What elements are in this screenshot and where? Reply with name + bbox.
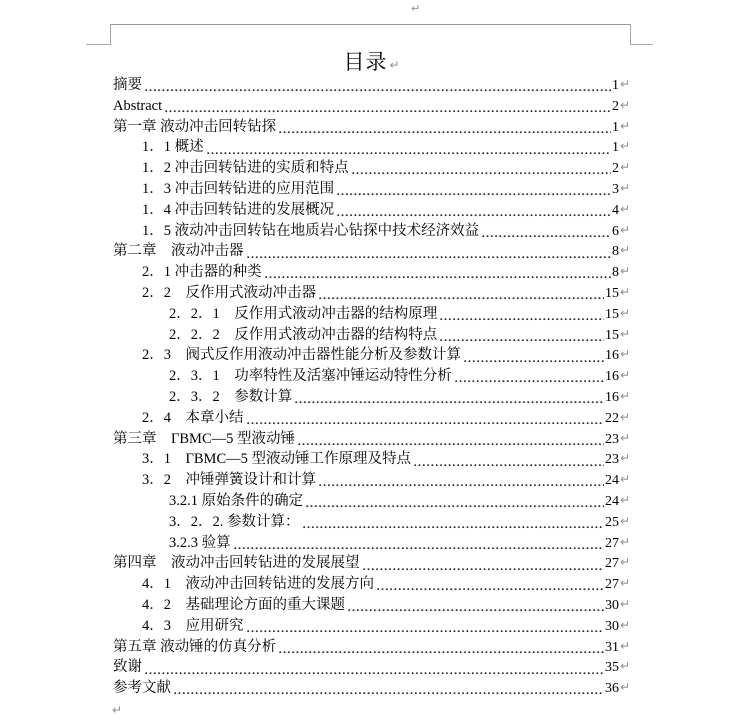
toc-entry-label: 4．2 基础理论方面的重大课题 [142,596,345,613]
toc-entry-page-number: 6 [611,223,619,239]
paragraph-mark-icon: ↵ [619,368,630,383]
toc-entry[interactable] [113,616,630,637]
dot-leader [482,221,611,242]
toc-entry-label: 2．3．2 参数计算 [169,388,293,405]
toc-entry-label: 1．4 冲击回转钻进的发展概况 [142,201,335,218]
dot-leader [319,470,604,491]
toc-entry-label: 1．3 冲击回转钻进的应用范围 [142,180,335,197]
toc-entry-label: 第二章 液动冲击器 [113,243,244,260]
toc-entry-label: 3.2.1 原始条件的确定 [169,492,304,509]
toc-entry-page-number: 27 [604,535,619,551]
toc-entry-page-number: 30 [604,618,619,634]
toc-entry-page-number: 8 [611,244,619,260]
toc-entry[interactable] [113,283,630,304]
paragraph-mark-icon: ↵ [619,305,630,320]
toc-entry[interactable] [113,387,630,408]
toc-entry[interactable] [113,325,630,346]
toc-entry-page-number: 1 [611,140,619,156]
dot-leader [279,117,611,138]
page-break-boundary-notch-left [110,24,111,45]
toc-entry[interactable] [113,491,630,512]
dot-leader [247,616,604,637]
toc-entry[interactable] [113,75,630,96]
dot-leader [352,158,611,179]
paragraph-mark-icon: ↵ [411,2,421,15]
paragraph-mark-icon: ↵ [619,576,630,591]
toc-entry[interactable] [113,345,630,366]
paragraph-mark-icon: ↵ [619,409,630,424]
toc-entry-label: 2．1 冲击器的种类 [142,264,262,281]
toc-entry-page-number: 2 [611,161,619,177]
dot-leader [303,512,604,533]
dot-leader [247,408,604,429]
dot-leader [247,241,611,262]
toc-entry-label: 2．2．2 反作用式液动冲击器的结构特点 [169,326,438,343]
toc-entry[interactable] [113,408,630,429]
toc-entry-label: 第五章 液动锤的仿真分析 [113,638,277,655]
paragraph-mark-icon: ↵ [619,97,630,112]
toc-entry-page-number: 23 [604,452,619,468]
paragraph-mark-icon: ↵ [619,638,630,653]
toc-entry-label: 2．2．1 反作用式液动冲击器的结构原理 [169,305,438,322]
toc-entry-page-number: 23 [604,431,619,447]
toc-entry-label: 致谢 [113,659,142,676]
toc-entry-page-number: 16 [604,389,619,405]
dot-leader [337,179,611,200]
dot-leader [234,533,604,554]
toc-entry-page-number: 22 [604,410,619,426]
paragraph-mark-icon: ↵ [112,703,123,717]
toc-entry[interactable] [113,137,630,158]
page-break-boundary-tick-right [630,44,653,45]
toc-entry-label: 3．2 冲锤弹簧设计和计算 [142,472,316,489]
toc-entry-page-number: 8 [611,265,619,281]
dot-leader [306,491,604,512]
paragraph-mark-icon: ↵ [389,58,400,72]
toc-entry-label: 2．4 本章小结 [142,409,244,426]
toc-entry-page-number: 31 [604,639,619,655]
toc-entry-label: 第四章 液动冲击回转钻进的发展展望 [113,555,360,572]
toc-entry[interactable] [113,262,630,283]
paragraph-mark-icon: ↵ [619,139,630,154]
paragraph-mark-icon: ↵ [619,451,630,466]
toc-entry-page-number: 1 [611,119,619,135]
toc-entry[interactable] [113,574,630,595]
dot-leader [348,595,604,616]
paragraph-mark-icon: ↵ [619,118,630,133]
dot-leader [295,387,604,408]
dot-leader [279,637,604,658]
paragraph-mark-icon: ↵ [619,284,630,299]
paragraph-mark-icon: ↵ [619,472,630,487]
toc-entry[interactable] [113,553,630,574]
toc-entry-label: 1．2 冲击回转钻进的实质和特点 [142,160,349,177]
toc-entry-label: 摘要 [113,77,142,93]
toc-entry-label: 4．3 应用研究 [142,617,244,634]
toc-entry-page-number: 27 [604,556,619,572]
toc-entry-label: 2．2 反作用式液动冲击器 [142,284,316,301]
toc-entry-label: 2．3．1 功率特性及活塞冲锤运动特性分析 [169,368,452,385]
dot-leader [207,137,611,158]
paragraph-mark-icon: ↵ [619,201,630,216]
toc-entry-label: 2．3 阀式反作用液动冲击器性能分析及参数计算 [142,347,461,364]
toc-entry[interactable] [113,221,630,242]
paragraph-mark-icon: ↵ [619,513,630,528]
toc-entry-label: 3．1 ΓBMC—5 型液动锤工作原理及特点 [142,451,411,468]
dot-leader [174,678,604,699]
toc-entry-label: 1．1 概述 [142,139,204,156]
toc-entry[interactable] [113,449,630,470]
toc-entry-label: 1．5 液动冲击回转钻在地质岩心钻探中技术经济效益 [142,222,480,239]
toc-entry-page-number: 16 [604,369,619,385]
paragraph-mark-icon: ↵ [619,680,630,695]
toc-entry[interactable] [113,637,630,658]
toc-entry-label: 第三章 ΓBMC—5 型液动锤 [113,430,295,447]
toc-entry[interactable] [113,158,630,179]
dot-leader [377,574,604,595]
toc-list [113,75,630,699]
toc-entry[interactable] [113,96,630,117]
dot-leader [145,75,611,96]
dot-leader [414,449,604,470]
toc-entry-label: 3．2．2. 参数计算： [169,513,300,530]
dot-leader [464,345,604,366]
toc-entry[interactable] [113,117,630,138]
toc-entry-page-number: 1 [611,78,619,93]
page-break-boundary-notch-right [630,24,631,45]
toc-entry-page-number: 24 [604,493,619,509]
paragraph-mark-icon: ↵ [619,264,630,279]
page-break-boundary-line [110,24,630,25]
toc-entry-page-number: 16 [604,348,619,364]
page-break-boundary-tick-left [86,44,111,45]
dot-leader [440,325,604,346]
toc-title-row [113,50,630,75]
toc-entry-label: 3.2.3 验算 [169,534,231,551]
paragraph-mark-icon: ↵ [619,326,630,341]
toc-entry[interactable] [113,179,630,200]
dot-leader [265,262,611,283]
toc-entry[interactable] [113,512,630,533]
dot-leader [319,283,604,304]
toc-entry-page-number: 15 [604,285,619,301]
toc-entry-label: 4．1 液动冲击回转钻进的发展方向 [142,576,374,593]
toc-entry[interactable] [113,241,630,262]
paragraph-mark-icon: ↵ [619,555,630,570]
paragraph-mark-icon: ↵ [619,430,630,445]
toc-entry-label: 参考文献 [113,680,171,697]
dot-leader [298,429,604,450]
dot-leader [145,657,604,678]
paragraph-mark-icon: ↵ [619,617,630,632]
toc-entry[interactable] [113,595,630,616]
toc-entry-page-number: 30 [604,597,619,613]
toc-entry-page-number: 2 [611,98,619,114]
toc-entry-label: 第一章 液动冲击回转钻探 [113,118,277,135]
toc-entry-label: Abstract [113,97,163,114]
paragraph-mark-icon: ↵ [619,243,630,258]
paragraph-mark-icon: ↵ [619,492,630,507]
toc-entry-page-number: 24 [604,473,619,489]
toc-entry[interactable] [113,304,630,325]
paragraph-mark-icon: ↵ [619,180,630,195]
toc-entry[interactable] [113,200,630,221]
toc-entry-page-number: 15 [604,327,619,343]
paragraph-mark-icon: ↵ [619,77,630,91]
toc-entry-page-number: 35 [604,660,619,676]
dot-leader [455,366,604,387]
paragraph-mark-icon: ↵ [619,222,630,237]
page-title: 目录 [343,50,388,74]
dot-leader [165,96,611,117]
toc-entry-page-number: 15 [604,306,619,322]
toc-entry[interactable] [113,678,630,699]
toc-entry[interactable] [113,470,630,491]
paragraph-mark-icon: ↵ [619,388,630,403]
dot-leader [363,553,604,574]
paragraph-mark-icon: ↵ [619,347,630,362]
toc-entry[interactable] [113,657,630,678]
toc-entry[interactable] [113,533,630,554]
toc-entry-page-number: 25 [604,514,619,530]
toc-entry-page-number: 3 [611,181,619,197]
toc-entry-page-number: 27 [604,577,619,593]
toc-entry[interactable] [113,366,630,387]
paragraph-mark-icon: ↵ [619,160,630,175]
dot-leader [440,304,604,325]
toc-entry-page-number: 36 [604,681,619,697]
toc-entry[interactable] [113,429,630,450]
dot-leader [337,200,611,221]
paragraph-mark-icon: ↵ [619,534,630,549]
toc-entry-page-number: 4 [611,202,619,218]
paragraph-mark-icon: ↵ [619,659,630,674]
paragraph-mark-icon: ↵ [619,596,630,611]
